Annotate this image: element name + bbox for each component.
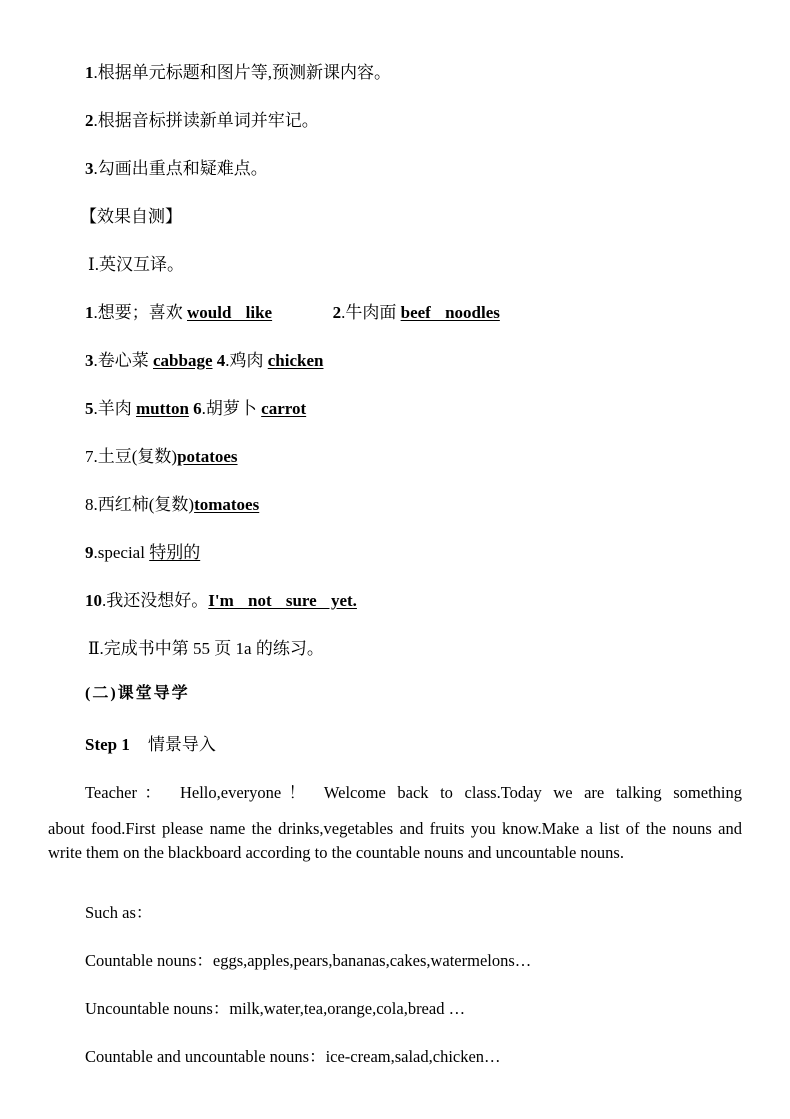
- teacher-rest: about food.First please name the drinks,vegetables and fruits you know.Make a list of the nouns and write them on the blackboard according to the countable nouns and uncountable nouns.: [48, 819, 742, 862]
- translation-row-5: [85, 495, 259, 515]
- answer: carrot: [261, 399, 307, 418]
- class-heading: (二)课堂导学: [85, 685, 190, 702]
- prep-num: 1: [85, 63, 94, 82]
- teacher-first-line: Teacher： Hello,everyone！ Welcome back to class.Today we are talking something: [85, 783, 742, 802]
- item-label: .胡萝卜: [201, 399, 262, 418]
- answer: cabbage: [153, 351, 213, 370]
- prep-item-1: [85, 63, 391, 83]
- such-as: Such as：: [85, 903, 153, 922]
- item-num: 1: [85, 303, 94, 322]
- item-label: .土豆(复数): [93, 447, 178, 466]
- item-label: .羊肉: [93, 399, 136, 418]
- prep-item-2: [85, 111, 319, 131]
- teacher-paragraph: [48, 781, 742, 865]
- item-label: .我还没想好。: [102, 591, 209, 610]
- step-title: 情景导入: [147, 735, 216, 754]
- answer: mutton: [136, 399, 189, 418]
- item-label: .想要；喜欢: [93, 303, 187, 322]
- answer: tomatoes: [194, 495, 260, 514]
- part2-heading: Ⅱ.完成书中第 55 页 1a 的练习。: [88, 639, 324, 658]
- answer: I'm not sure yet.: [208, 591, 357, 610]
- prep-text: .根据单元标题和图片等,预测新课内容。: [93, 63, 391, 82]
- prep-text: .根据音标拼读新单词并牢记。: [93, 111, 319, 130]
- item-label: .西红柿(复数): [93, 495, 195, 514]
- translation-row-1: [85, 303, 500, 323]
- self-test-heading: 【效果自测】: [80, 207, 182, 226]
- part1-heading: Ⅰ.英汉互译。: [88, 255, 184, 274]
- item-label: .牛肉面: [341, 303, 401, 322]
- answer: potatoes: [177, 447, 238, 466]
- item-label: .鸡肉: [225, 351, 268, 370]
- item-num: 6: [193, 399, 202, 418]
- item-label: .special: [93, 543, 150, 562]
- item-label: .卷心菜: [93, 351, 153, 370]
- uncountable-nouns: Uncountable nouns：milk,water,tea,orange,cola,bread …: [85, 999, 466, 1018]
- item-num: 3: [85, 351, 94, 370]
- item-num: 5: [85, 399, 94, 418]
- prep-text: .勾画出重点和疑难点。: [93, 159, 268, 178]
- countable-nouns: Countable nouns：eggs,apples,pears,bananas,cakes,watermelons…: [85, 951, 532, 970]
- item-num: 10: [85, 591, 102, 610]
- item-num: 8: [85, 495, 94, 514]
- translation-row-7: [85, 591, 357, 611]
- translation-row-2: [85, 351, 323, 371]
- translation-row-6: [85, 543, 200, 563]
- answer: 特别的: [149, 543, 201, 562]
- step1-heading: [85, 735, 216, 755]
- prep-num: 3: [85, 159, 94, 178]
- step-label: Step 1: [85, 735, 130, 754]
- answer: chicken: [267, 351, 324, 370]
- countable-and-uncountable-nouns: Countable and uncountable nouns：ice-cream,salad,chicken…: [85, 1047, 501, 1066]
- prep-num: 2: [85, 111, 94, 130]
- translation-row-3: [85, 399, 306, 419]
- answer: beef noodles: [400, 303, 500, 322]
- item-num: 9: [85, 543, 94, 562]
- translation-row-4: [85, 447, 238, 467]
- answer: would like: [187, 303, 273, 322]
- prep-item-3: [85, 159, 268, 179]
- item-num: 4: [216, 351, 226, 370]
- item-num: 7: [85, 447, 94, 466]
- item-num: 2: [332, 303, 342, 322]
